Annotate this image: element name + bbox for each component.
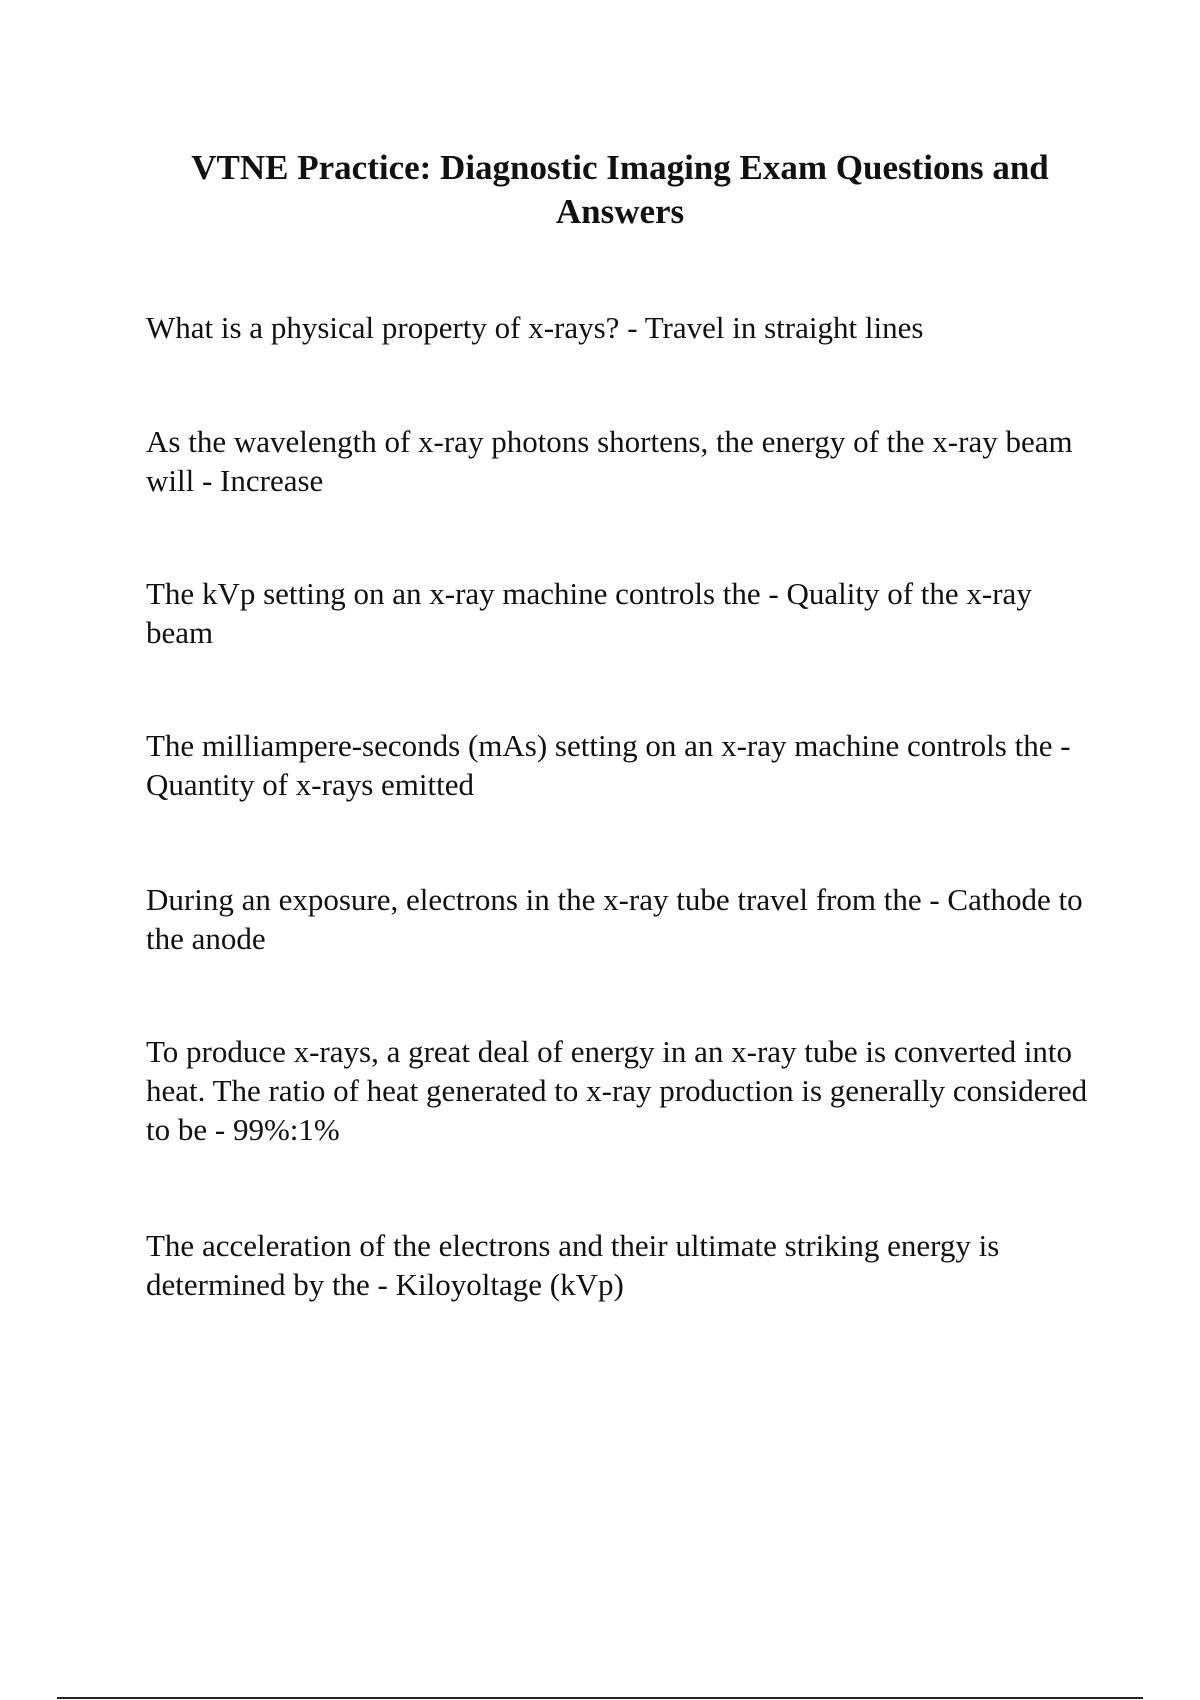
qa-item-4: The milliampere-seconds (mAs) setting on an x-ray machine controls the - Quantity of x-rays emitted <box>146 728 1071 802</box>
bottom-divider <box>57 1697 1143 1699</box>
qa-item-5: During an exposure, electrons in the x-ray tube travel from the - Cathode to the anode <box>146 882 1083 956</box>
document-title: VTNE Practice: Diagnostic Imaging Exam Questions and Answers <box>191 148 1049 231</box>
qa-item-3: The kVp setting on an x-ray machine controls the - Quality of the x-ray beam <box>146 576 1032 650</box>
qa-item-7: The acceleration of the electrons and their ultimate striking energy is determined by the - Kiloyoltage (kVp) <box>146 1228 1000 1302</box>
qa-item-2: As the wavelength of x-ray photons shortens, the energy of the x-ray beam will - Increase <box>146 424 1073 498</box>
qa-item-1: What is a physical property of x-rays? - Travel in straight lines <box>146 310 924 345</box>
qa-item-6: To produce x-rays, a great deal of energy in an x-ray tube is converted into heat. The ratio of heat generated to x-ray production is generally considered to be - 99%:1% <box>146 1034 1088 1147</box>
